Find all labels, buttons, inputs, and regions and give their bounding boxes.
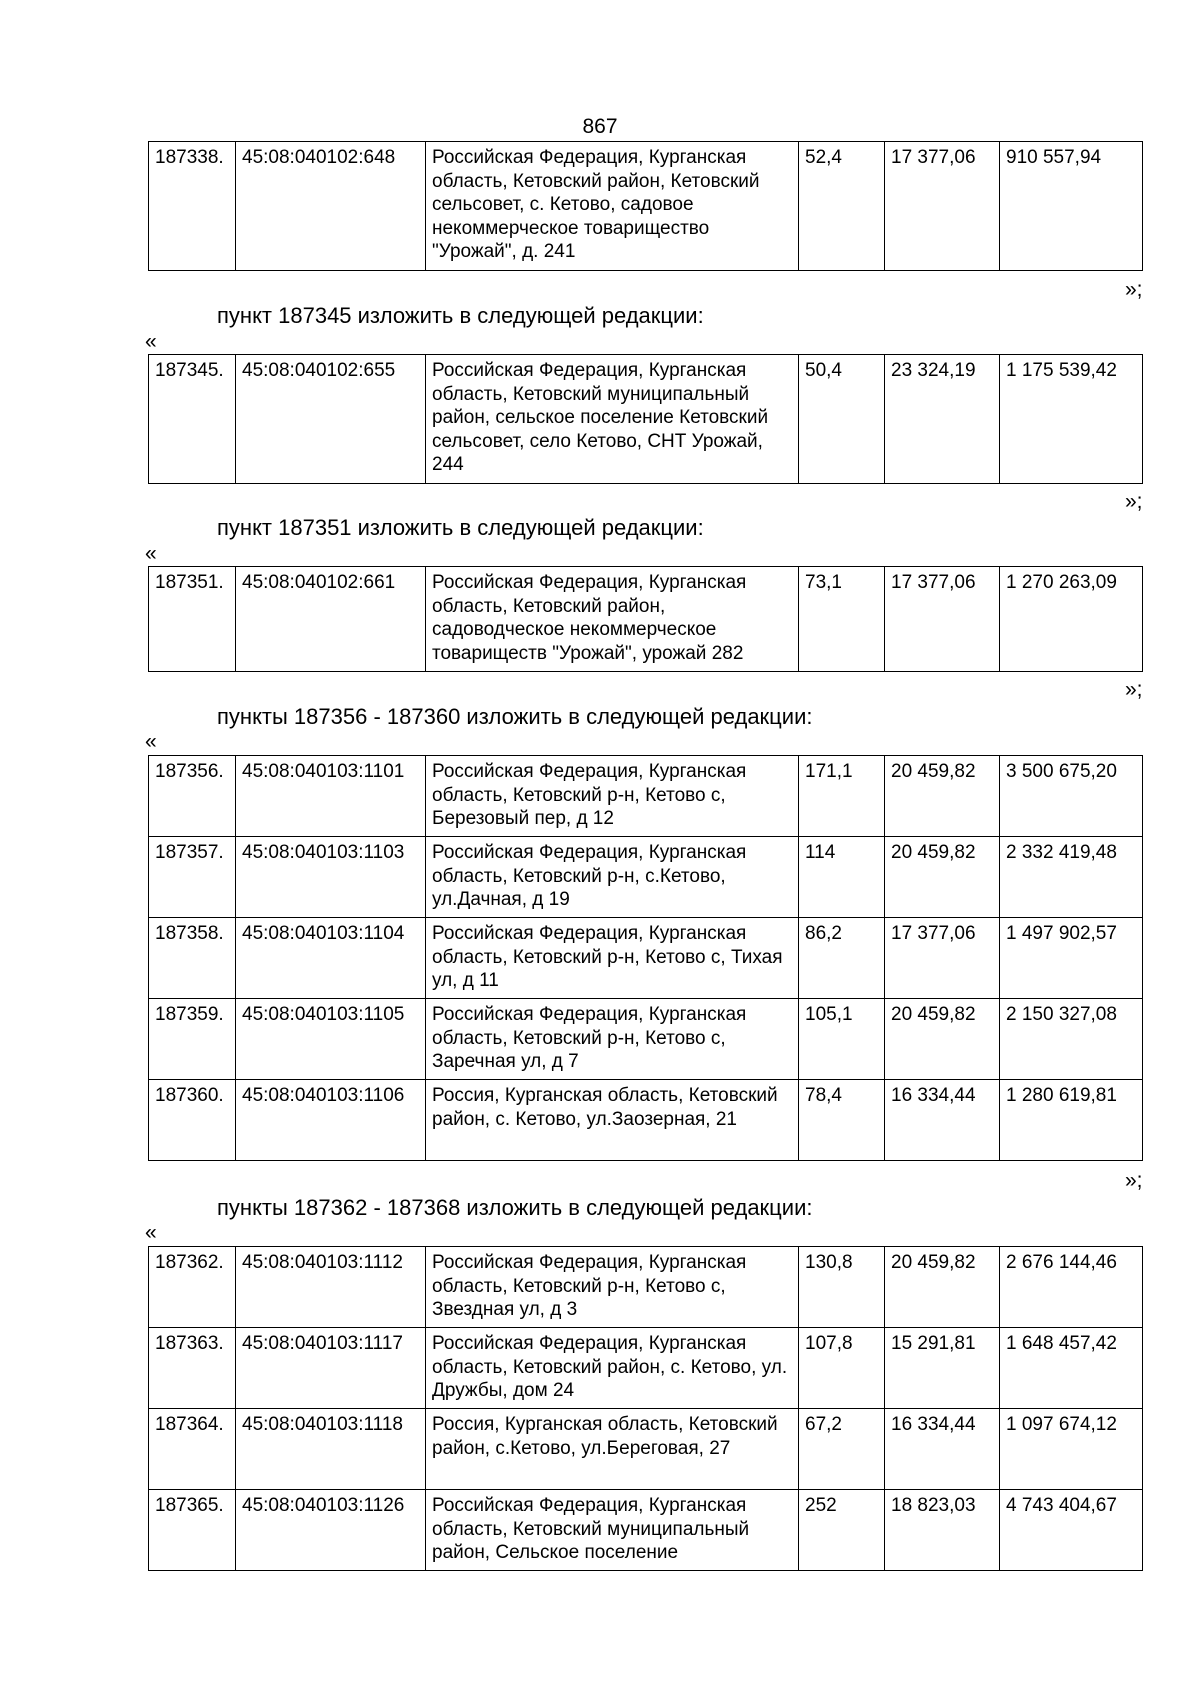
unit-value: 17 377,06 bbox=[885, 918, 1000, 999]
unit-value: 20 459,82 bbox=[885, 837, 1000, 918]
item-number: 187364. bbox=[149, 1409, 236, 1490]
unit-value: 15 291,81 bbox=[885, 1328, 1000, 1409]
instruction-text: пункт 187345 изложить в следующей редакции: bbox=[217, 303, 704, 328]
unit-value: 16 334,44 bbox=[885, 1409, 1000, 1490]
open-quote: « bbox=[145, 330, 157, 353]
item-number: 187359. bbox=[149, 999, 236, 1080]
item-number: 187360. bbox=[149, 1080, 236, 1161]
address: Российская Федерация, Курганская область, Кетовский район, с. Кетово, ул. Дружбы, дом 24 bbox=[426, 1328, 799, 1409]
table-section-4 bbox=[148, 1246, 1143, 1571]
cadastral-value: 4 743 404,67 bbox=[1000, 1490, 1143, 1571]
item-number: 187345. bbox=[149, 355, 236, 484]
cadastral-value: 2 332 419,48 bbox=[1000, 837, 1143, 918]
unit-value: 23 324,19 bbox=[885, 355, 1000, 484]
table-row bbox=[149, 1080, 1143, 1161]
instruction-text: пункт 187351 изложить в следующей редакции: bbox=[217, 515, 704, 540]
cadastral-number: 45:08:040103:1112 bbox=[236, 1247, 426, 1328]
address: Россия, Курганская область, Кетовский район, с. Кетово, ул.Заозерная, 21 bbox=[426, 1080, 799, 1161]
open-quote: « bbox=[145, 1221, 157, 1244]
unit-value: 17 377,06 bbox=[885, 142, 1000, 271]
cadastral-value: 910 557,94 bbox=[1000, 142, 1143, 271]
cadastral-number: 45:08:040103:1118 bbox=[236, 1409, 426, 1490]
instruction-text: пункты 187356 - 187360 изложить в следующей редакции: bbox=[217, 704, 813, 729]
area: 252 bbox=[799, 1490, 885, 1571]
unit-value: 16 334,44 bbox=[885, 1080, 1000, 1161]
cadastral-number: 45:08:040102:648 bbox=[236, 142, 426, 271]
address: Россия, Курганская область, Кетовский район, с.Кетово, ул.Береговая, 27 bbox=[426, 1409, 799, 1490]
address: Российская Федерация, Курганская область, Кетовский р-н, Кетово с, Заречная ул, д 7 bbox=[426, 999, 799, 1080]
table-section-3 bbox=[148, 755, 1143, 1161]
address: Российская Федерация, Курганская область, Кетовский муниципальный район, Сельское поселение bbox=[426, 1490, 799, 1571]
area: 50,4 bbox=[799, 355, 885, 484]
cadastral-value: 1 280 619,81 bbox=[1000, 1080, 1143, 1161]
open-quote: « bbox=[145, 730, 157, 753]
table-row bbox=[149, 1409, 1143, 1490]
area: 67,2 bbox=[799, 1409, 885, 1490]
area: 171,1 bbox=[799, 756, 885, 837]
page-number: 867 bbox=[582, 115, 618, 138]
cadastral-number: 45:08:040103:1101 bbox=[236, 756, 426, 837]
cadastral-number: 45:08:040103:1117 bbox=[236, 1328, 426, 1409]
item-number: 187351. bbox=[149, 567, 236, 672]
address: Российская Федерация, Курганская область, Кетовский р-н, с.Кетово, ул.Дачная, д 19 bbox=[426, 837, 799, 918]
cadastral-value: 1 497 902,57 bbox=[1000, 918, 1143, 999]
item-number: 187356. bbox=[149, 756, 236, 837]
table-row bbox=[149, 837, 1143, 918]
address: Российская Федерация, Курганская область, Кетовский муниципальный район, сельское поселение Кетовский сельсовет, село Кетово, СНТ Урожай, 244 bbox=[426, 355, 799, 484]
unit-value: 20 459,82 bbox=[885, 1247, 1000, 1328]
item-number: 187358. bbox=[149, 918, 236, 999]
unit-value: 20 459,82 bbox=[885, 756, 1000, 837]
close-quote: »; bbox=[1125, 278, 1143, 301]
cadastral-value: 1 097 674,12 bbox=[1000, 1409, 1143, 1490]
close-quote: »; bbox=[1125, 1169, 1143, 1192]
cadastral-number: 45:08:040102:661 bbox=[236, 567, 426, 672]
cadastral-value: 2 150 327,08 bbox=[1000, 999, 1143, 1080]
area: 86,2 bbox=[799, 918, 885, 999]
table-row bbox=[149, 1328, 1143, 1409]
area: 73,1 bbox=[799, 567, 885, 672]
cadastral-value: 1 175 539,42 bbox=[1000, 355, 1143, 484]
table-row bbox=[149, 756, 1143, 837]
table-row bbox=[149, 999, 1143, 1080]
address: Российская Федерация, Курганская область, Кетовский р-н, Кетово с, Звездная ул, д 3 bbox=[426, 1247, 799, 1328]
cadastral-value: 3 500 675,20 bbox=[1000, 756, 1143, 837]
unit-value: 20 459,82 bbox=[885, 999, 1000, 1080]
address: Российская Федерация, Курганская область, Кетовский район, садоводческое некоммерческое товариществ "Урожай", урожай 282 bbox=[426, 567, 799, 672]
close-quote: »; bbox=[1125, 678, 1143, 701]
cadastral-number: 45:08:040103:1105 bbox=[236, 999, 426, 1080]
item-number: 187363. bbox=[149, 1328, 236, 1409]
table-row bbox=[149, 918, 1143, 999]
table-row bbox=[149, 1490, 1143, 1571]
unit-value: 17 377,06 bbox=[885, 567, 1000, 672]
close-quote: »; bbox=[1125, 490, 1143, 513]
area: 52,4 bbox=[799, 142, 885, 271]
area: 130,8 bbox=[799, 1247, 885, 1328]
cadastral-value: 2 676 144,46 bbox=[1000, 1247, 1143, 1328]
cadastral-number: 45:08:040102:655 bbox=[236, 355, 426, 484]
table-section-1 bbox=[148, 354, 1143, 484]
table-row bbox=[149, 142, 1143, 271]
item-number: 187357. bbox=[149, 837, 236, 918]
area: 114 bbox=[799, 837, 885, 918]
item-number: 187362. bbox=[149, 1247, 236, 1328]
area: 105,1 bbox=[799, 999, 885, 1080]
table-row bbox=[149, 567, 1143, 672]
instruction-text: пункты 187362 - 187368 изложить в следующей редакции: bbox=[217, 1195, 813, 1220]
table-top bbox=[148, 141, 1143, 271]
area: 107,8 bbox=[799, 1328, 885, 1409]
cadastral-number: 45:08:040103:1106 bbox=[236, 1080, 426, 1161]
cadastral-number: 45:08:040103:1104 bbox=[236, 918, 426, 999]
address: Российская Федерация, Курганская область, Кетовский район, Кетовский сельсовет, с. Кетово, садовое некоммерческое товарищество "Урожай", д. 241 bbox=[426, 142, 799, 271]
address: Российская Федерация, Курганская область, Кетовский р-н, Кетово с, Березовый пер, д 12 bbox=[426, 756, 799, 837]
table-row bbox=[149, 355, 1143, 484]
cadastral-value: 1 648 457,42 bbox=[1000, 1328, 1143, 1409]
table-section-2 bbox=[148, 566, 1143, 672]
cadastral-value: 1 270 263,09 bbox=[1000, 567, 1143, 672]
table-row bbox=[149, 1247, 1143, 1328]
cadastral-number: 45:08:040103:1126 bbox=[236, 1490, 426, 1571]
unit-value: 18 823,03 bbox=[885, 1490, 1000, 1571]
address: Российская Федерация, Курганская область, Кетовский р-н, Кетово с, Тихая ул, д 11 bbox=[426, 918, 799, 999]
cadastral-number: 45:08:040103:1103 bbox=[236, 837, 426, 918]
open-quote: « bbox=[145, 542, 157, 565]
item-number: 187338. bbox=[149, 142, 236, 271]
item-number: 187365. bbox=[149, 1490, 236, 1571]
area: 78,4 bbox=[799, 1080, 885, 1161]
